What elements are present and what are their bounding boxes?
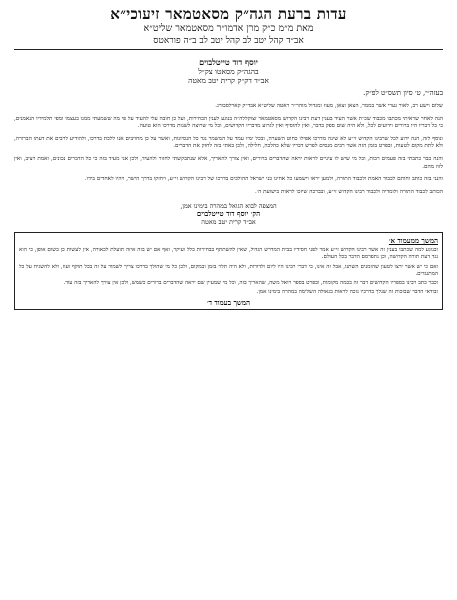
body-paragraph: שלום וישע רב, לאור נערי אשר בממר, הצאן וצאן, מעוז ומגדול מוהר״ר ראטה שליט״א אבד״ק קארלסבורג.	[215, 103, 443, 109]
address-line	[14, 35, 443, 47]
signatory-line-3: אב״ד דק״ק קרית יטב מאטה	[188, 76, 269, 85]
continuation-footer: המשך בעמוד ד׳	[206, 298, 251, 308]
continuation-box	[14, 232, 443, 310]
signatory-line-2: בהגה״ק מסאטו צק״ל	[198, 67, 259, 76]
signature-block	[14, 202, 443, 226]
body-paragraph: הנה לאחר שראיתי מכתבו מכבוד שכ״ת אשר העיד בענין דעת רבינו הקדוש מסאטמאר זצוקללה״ה בנוגע לענין הבחירות, ועל כן חובה עלי להעיד על פי מה ששמעתי ממנו בעצמו ומפי תלמידיו הנאמנים, כי כל דבריו היו ברורים וידועים לכל, ולא היה שום ספק בדבר, ואין להוסיף ואין לגרוע מדבריו הקדושים, וכל מי שרוצה לשנות מדרכו הוא טועה.	[14, 115, 443, 130]
header-divider	[14, 49, 443, 50]
body-paragraph: הכותב לכבוד התורה ולומדיה ולכבוד רבינו הקדוש זי״ע, ובברכה שיזכו לראות בישועת ה׳.	[255, 189, 443, 196]
continuation-heading: המשך ממעמוד א׳	[388, 236, 438, 246]
signatory-header	[14, 58, 443, 85]
body-paragraph: והנה כבר כתבתי בזה פעמים רבות, וכל מי שיש לו עיניים לראות יראה שהדברים ברורים, ואין צורך להאריך, אלא שנתבקשתי לחזור ולהעיד, ולכן אני מעיד בזה כי כל הדברים נכונים, ואמת ויציב, ואין לזוז מהם.	[14, 156, 443, 170]
signature-name: הק׳ יוסף דוד טייטלבוים	[196, 209, 261, 219]
signature-line-3: אב״ד קרית יטב מאטה	[201, 218, 256, 227]
body-paragraph: ונוסף לזה, הנה ידוע לכל שרבינו הקדוש זי״ע לא שינה מדרכו אפילו כחוט השערה, ובכל ימיו עמד על המשמר נגד כל הנסיונות, ואשר על כן מחויבים אנו ללכת בדרכו, ולהודיע לרבים את דעתו הברורה, ולא לתת מקום לטעות, ובפרט בזמן הזה אשר רבים מנסים לפרש דבריו שלא כהלכה, חלילה, ולכן באתי בזה לחזק את הדברים.	[14, 136, 443, 150]
continuation-paragraph: ואם כי יש אשר ירצו לטעון שהזמנים השתנו, אבל זה אינו, כי דברי רבינו היו ליום ולדורות, ולא היה תלוי בזמן ובמקום, ולכן כל מי שהולך בדרכו צריך לשמור על זה בכל תוקף ועוז, ולא להשגיח על כל המתנגדים.	[19, 263, 438, 277]
document-subtitle: מאת מ״מ כ״ק מרן אדמו״ר מסאטמאר שליט״א	[143, 23, 314, 34]
address-text: אב״ד קהל יטב לב קהל יטב לב ב״ה פוראטס	[153, 36, 304, 46]
document-page	[14, 6, 443, 594]
dateline: בעזה״י, ט׳ סיון תשס״ט לפ״ק.	[363, 89, 443, 97]
continuation-paragraph: וכבר כתב רבינו בספריו הקדושים דבר זה בכמה מקומות, ובפרט בספר ויואל משה, שהאריך בזה, וכל מי שמעיין שם יראה שהדברים ברורים כשמש, ולכן אין צורך להאריך בזה עוד.	[63, 279, 438, 286]
signature-line-1: המצפה לבוא הגואל במהרה בימינו אמן,	[180, 202, 277, 211]
document-title: עדות ברעת הגה״ק מסאטמאר זיעוכי״א	[110, 6, 347, 23]
continuation-paragraph: ובנוגע למה שכתבו בענין זה אשר רבינו הקדוש זי״ע אמר לפני חסידיו בבית המדרש הגדול, שאין להשתתף בבחירות כלל ועיקר, ואף אם יש בזה איזה תועלת לכאורה, אין לעשות כן בשום אופן, כי הוא נגד דעת תורה הקדושה, וכן נתפרסם הדבר בכל העולם.	[19, 247, 438, 261]
body-paragraph: והנני בזה כותב וחותם לכבוד האמת ולכבוד התורה, ולמען יראו וישמעו כל אחינו בני ישראל ההולכים בדרכו של רבינו הקדוש זי״ע, ויחזקו בדרך הישר, ויהיו לאחדים בידו.	[84, 176, 443, 183]
signatory-name: יוסף דוד טייטלבוים	[199, 57, 258, 67]
continuation-paragraph: ובודאי הדבר שבזכות זה שנלך בדרכיו נזכה לראות בגאולה השלימה במהרה בימינו אמן.	[256, 289, 438, 296]
